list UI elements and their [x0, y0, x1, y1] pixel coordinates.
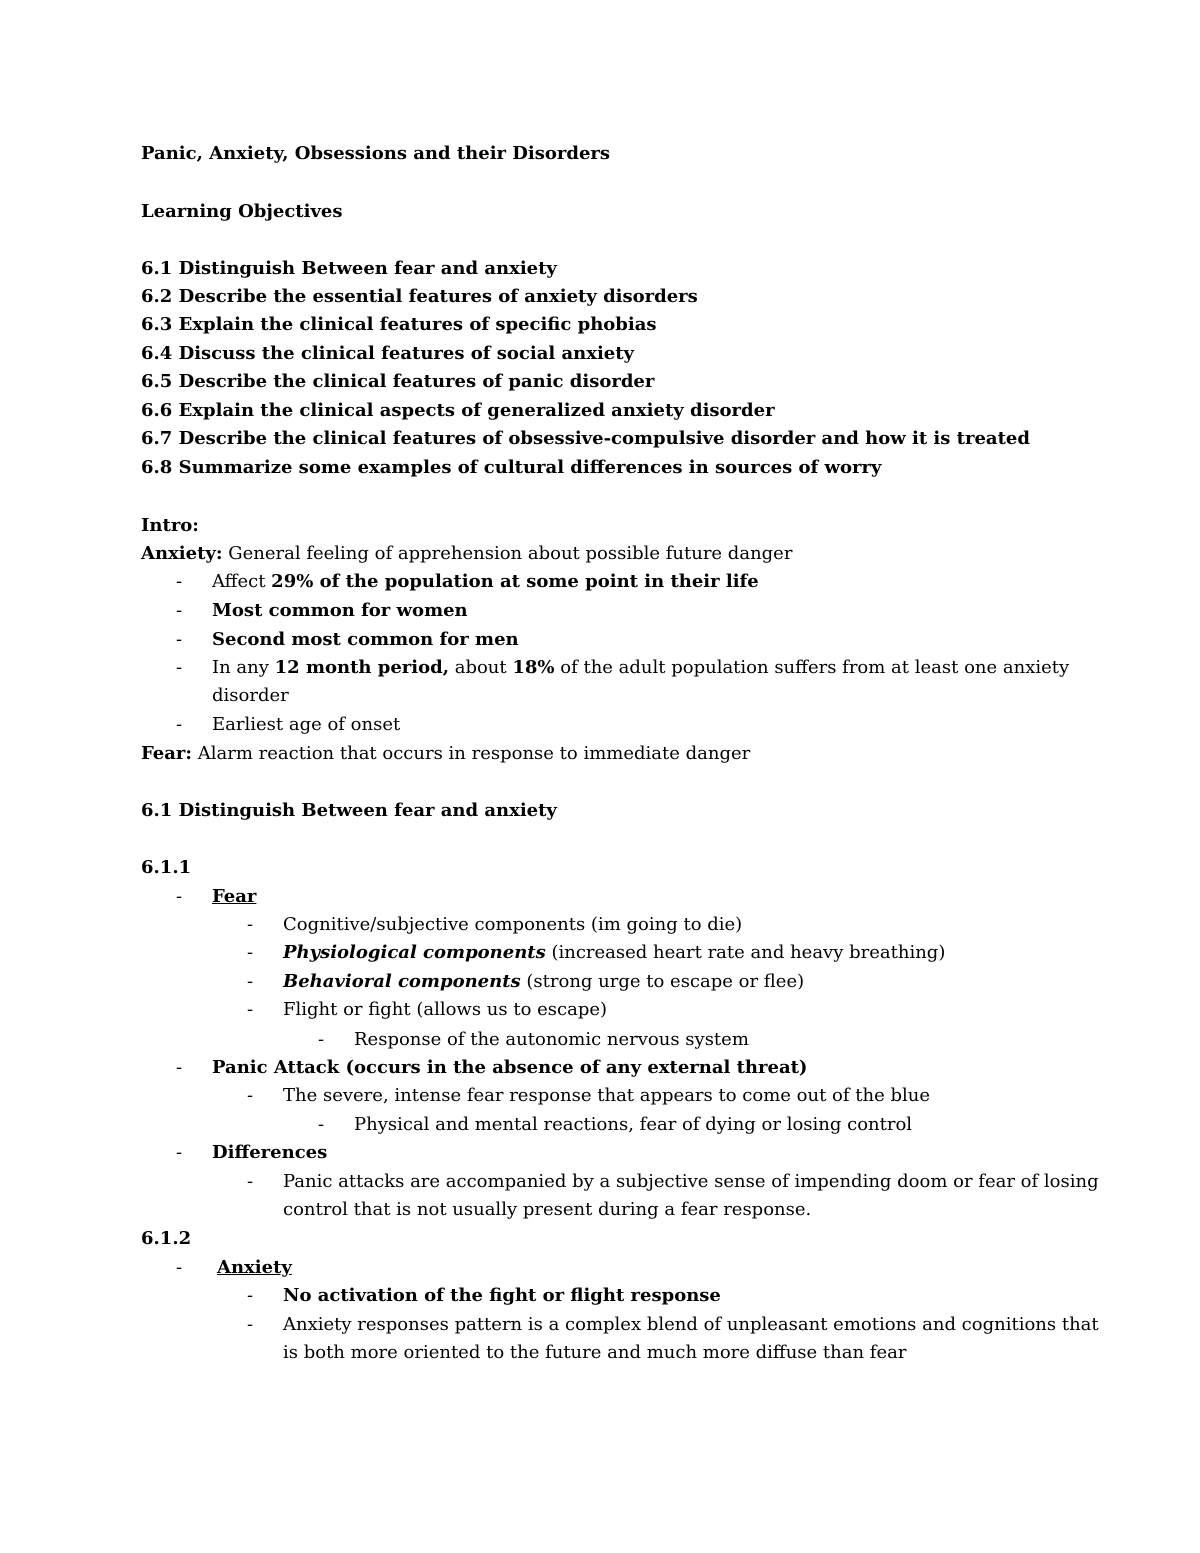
objective-item: 6.8 Summarize some examples of cultural differences in sources of worry	[141, 457, 882, 478]
bullet-dash: -	[176, 629, 183, 650]
bullet-dash: -	[247, 942, 254, 963]
intro-bullet-3: Second most common for men	[212, 629, 519, 650]
fear-definition	[141, 742, 750, 766]
bullet-dash: -	[247, 999, 254, 1020]
objective-item: 6.6 Explain the clinical aspects of generalized anxiety disorder	[141, 400, 775, 421]
fear-item-flight: Flight or fight (allows us to escape)	[283, 999, 608, 1020]
fear-item-behavioral	[283, 970, 804, 994]
fear-def-text: Alarm reaction that occurs in response to immediate danger	[192, 743, 751, 764]
objective-item: 6.2 Describe the essential features of anxiety disorders	[141, 286, 698, 307]
objective-item: 6.3 Explain the clinical features of specific phobias	[141, 314, 657, 335]
learning-objectives-heading: Learning Objectives	[141, 201, 343, 222]
bullet-dash: -	[247, 1285, 254, 1306]
objective-item: 6.1 Distinguish Between fear and anxiety	[141, 258, 557, 279]
bullet-dash: -	[176, 600, 183, 621]
bullet-text: of the adult population suffers from at least one anxiety	[554, 657, 1070, 678]
fear-label: Fear	[212, 886, 257, 907]
bullet-dash: -	[176, 657, 183, 678]
bullet-text: Affect	[212, 571, 272, 592]
fear-item-cognitive: Cognitive/subjective components (im going to die)	[283, 914, 743, 935]
differences-item-line-2: control that is not usually present during a fear response.	[283, 1199, 812, 1220]
subsection-heading-612: 6.1.2	[141, 1228, 192, 1249]
panic-attack-label: Panic Attack (occurs in the absence of any external threat)	[212, 1057, 808, 1078]
bullet-dash: -	[318, 1114, 325, 1135]
bullet-dash: -	[176, 1142, 183, 1163]
intro-bullet-4-continuation: disorder	[212, 685, 289, 706]
bullet-dash: -	[247, 1314, 254, 1335]
bullet-bold-text: 18%	[512, 657, 555, 678]
bullet-dash: -	[247, 914, 254, 935]
bullet-text: In any	[212, 657, 275, 678]
section-heading: 6.1 Distinguish Between fear and anxiety	[141, 800, 557, 821]
objective-item: 6.5 Describe the clinical features of panic disorder	[141, 371, 655, 392]
differences-item-line-1: Panic attacks are accompanied by a subjective sense of impending doom or fear of losing	[283, 1171, 1099, 1192]
bullet-dash: -	[176, 571, 183, 592]
intro-bullet-5: Earliest age of onset	[212, 714, 401, 735]
bullet-text: about	[448, 657, 513, 678]
fear-item-physiological	[283, 941, 945, 965]
bullet-dash: -	[247, 971, 254, 992]
panic-item: The severe, intense fear response that appears to come out of the blue	[283, 1085, 930, 1106]
objective-item: 6.7 Describe the clinical features of obsessive-compulsive disorder and how it is treated	[141, 428, 1030, 449]
bullet-bold-italic-text: Behavioral components	[283, 971, 521, 992]
bullet-dash: -	[176, 714, 183, 735]
fear-term: Fear:	[141, 743, 193, 764]
bullet-text: (strong urge to escape or flee)	[520, 971, 805, 992]
intro-heading: Intro:	[141, 515, 199, 536]
intro-bullet-1	[212, 570, 759, 594]
bullet-dash: -	[176, 1257, 183, 1278]
objective-item: 6.4 Discuss the clinical features of social anxiety	[141, 343, 635, 364]
anxiety-item-2-line-2: is both more oriented to the future and much more diffuse than fear	[283, 1342, 907, 1363]
bullet-bold-text: 12 month period,	[274, 657, 449, 678]
subsection-heading-611: 6.1.1	[141, 857, 192, 878]
bullet-dash: -	[176, 886, 183, 907]
bullet-bold-text: 29% of the population at some point in their life	[271, 571, 759, 592]
anxiety-term: Anxiety:	[141, 543, 223, 564]
anxiety-item-2-line-1: Anxiety responses pattern is a complex blend of unpleasant emotions and cognitions that	[283, 1314, 1099, 1335]
anxiety-def-text: General feeling of apprehension about possible future danger	[222, 543, 793, 564]
anxiety-definition	[141, 542, 792, 566]
bullet-text: (increased heart rate and heavy breathing)	[545, 942, 946, 963]
bullet-dash: -	[176, 1057, 183, 1078]
intro-bullet-4	[212, 656, 1069, 680]
anxiety-label: Anxiety	[217, 1257, 292, 1278]
differences-label: Differences	[212, 1142, 328, 1163]
bullet-bold-italic-text: Physiological components	[283, 942, 546, 963]
bullet-dash: -	[247, 1171, 254, 1192]
fear-item-autonomic: Response of the autonomic nervous system	[354, 1029, 749, 1050]
panic-subitem: Physical and mental reactions, fear of dying or losing control	[354, 1114, 913, 1135]
bullet-dash: -	[247, 1085, 254, 1106]
bullet-dash: -	[318, 1029, 325, 1050]
anxiety-item-1: No activation of the fight or flight response	[283, 1285, 721, 1306]
intro-bullet-2: Most common for women	[212, 600, 468, 621]
document-title: Panic, Anxiety, Obsessions and their Disorders	[141, 143, 611, 164]
